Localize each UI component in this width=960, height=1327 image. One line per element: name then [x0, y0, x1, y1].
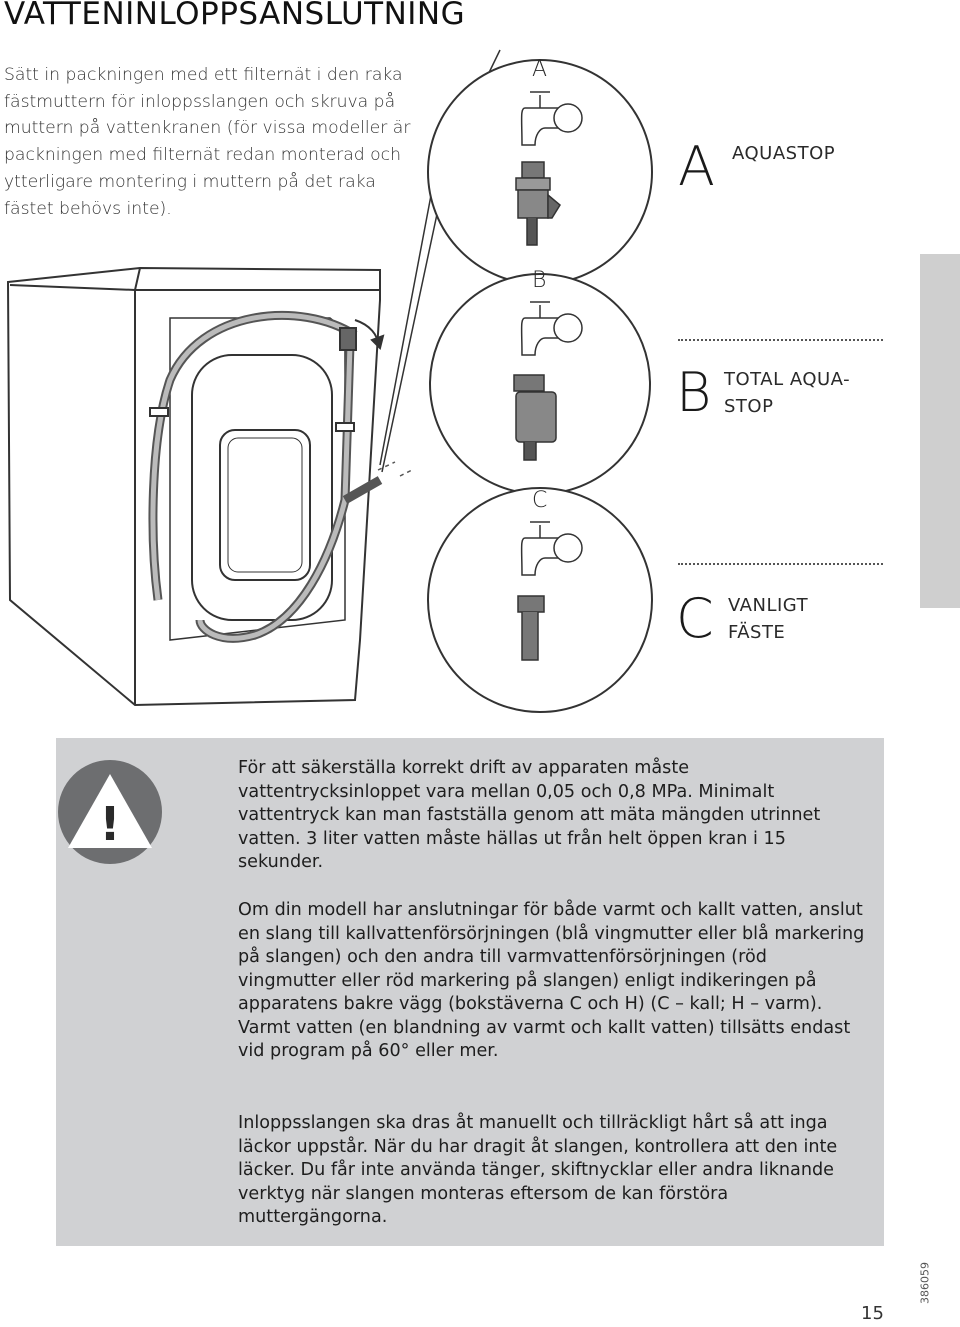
- document-code-text: 386059: [918, 1262, 932, 1304]
- warning-symbol: !: [99, 797, 121, 851]
- callout-text-total-aquastop-1: TOTAL AQUA-: [724, 369, 851, 390]
- callout-text-standard-1: VANLIGT: [728, 595, 809, 616]
- circle-letter-c: C: [532, 488, 548, 513]
- callout-letter-c: C: [676, 587, 714, 650]
- callout-text-total-aquastop-2: STOP: [724, 396, 774, 417]
- callout-text-aquastop: AQUASTOP: [732, 143, 836, 164]
- callout-letter-a: A: [678, 135, 715, 198]
- warning-paragraph-tightening: Inloppsslangen ska dras åt manuellt och tillräckligt hårt så att inga läckor uppstår. När du har dragit åt slangen, kontrollera att den inte läcker. Du får inte använda tänger, skiftnycklar eller andra liknande verktyg när slangen monteras eftersom de kan förstöra muttergängorna.: [238, 1113, 838, 1227]
- callout-text-standard-2: FÄSTE: [728, 622, 786, 643]
- callout-letter-b: B: [676, 361, 712, 424]
- warning-paragraph-pressure: För att säkerställa korrekt drift av apparaten måste vattentrycksinloppet vara mellan 0,05 och 0,8 MPa. Minimalt vattentryck kan man fastställa genom att mäta mängden utrinnet vatten. 3 liter vatten måste hällas ut från helt öppen kran i 15 sekunder.: [238, 758, 821, 872]
- page-title: VATTENINLOPPSANSLUTNING: [4, 0, 466, 32]
- divider-dots: [678, 563, 883, 565]
- intro-paragraph: Sätt in packningen med ett filternät i den raka fästmuttern för inloppsslangen och skruva på muttern på vattenkranen (för vissa modeller är packningen med filternät redan monterad och ytterligare montering i muttern på det raka fästet behövs inte).: [4, 65, 411, 219]
- page-number: 15: [861, 1303, 884, 1324]
- washing-machine-drawing: [8, 268, 412, 705]
- warning-triangle-icon: [56, 760, 164, 864]
- warning-paragraph-hot-cold: Om din modell har anslutningar för både varmt och kallt vatten, anslut en slang till kallvattenförsörjningen (blå vingmutter eller blå markering på slangen) och den andra till varmvattenförsörjningen (röd vingmutter eller röd markering på slangen) enligt indikeringen på apparatens bakre vägg (bokstäverna C och H) (C – kall; H – varm). Varmt vatten (en blandning av varmt och kallt vatten) tillsätts endast vid program på 60° eller mer.: [238, 900, 865, 1061]
- circle-letter-b: B: [532, 268, 547, 293]
- document-code: [918, 1258, 932, 1308]
- circle-letter-a: A: [532, 57, 548, 82]
- divider-dots: [678, 339, 883, 341]
